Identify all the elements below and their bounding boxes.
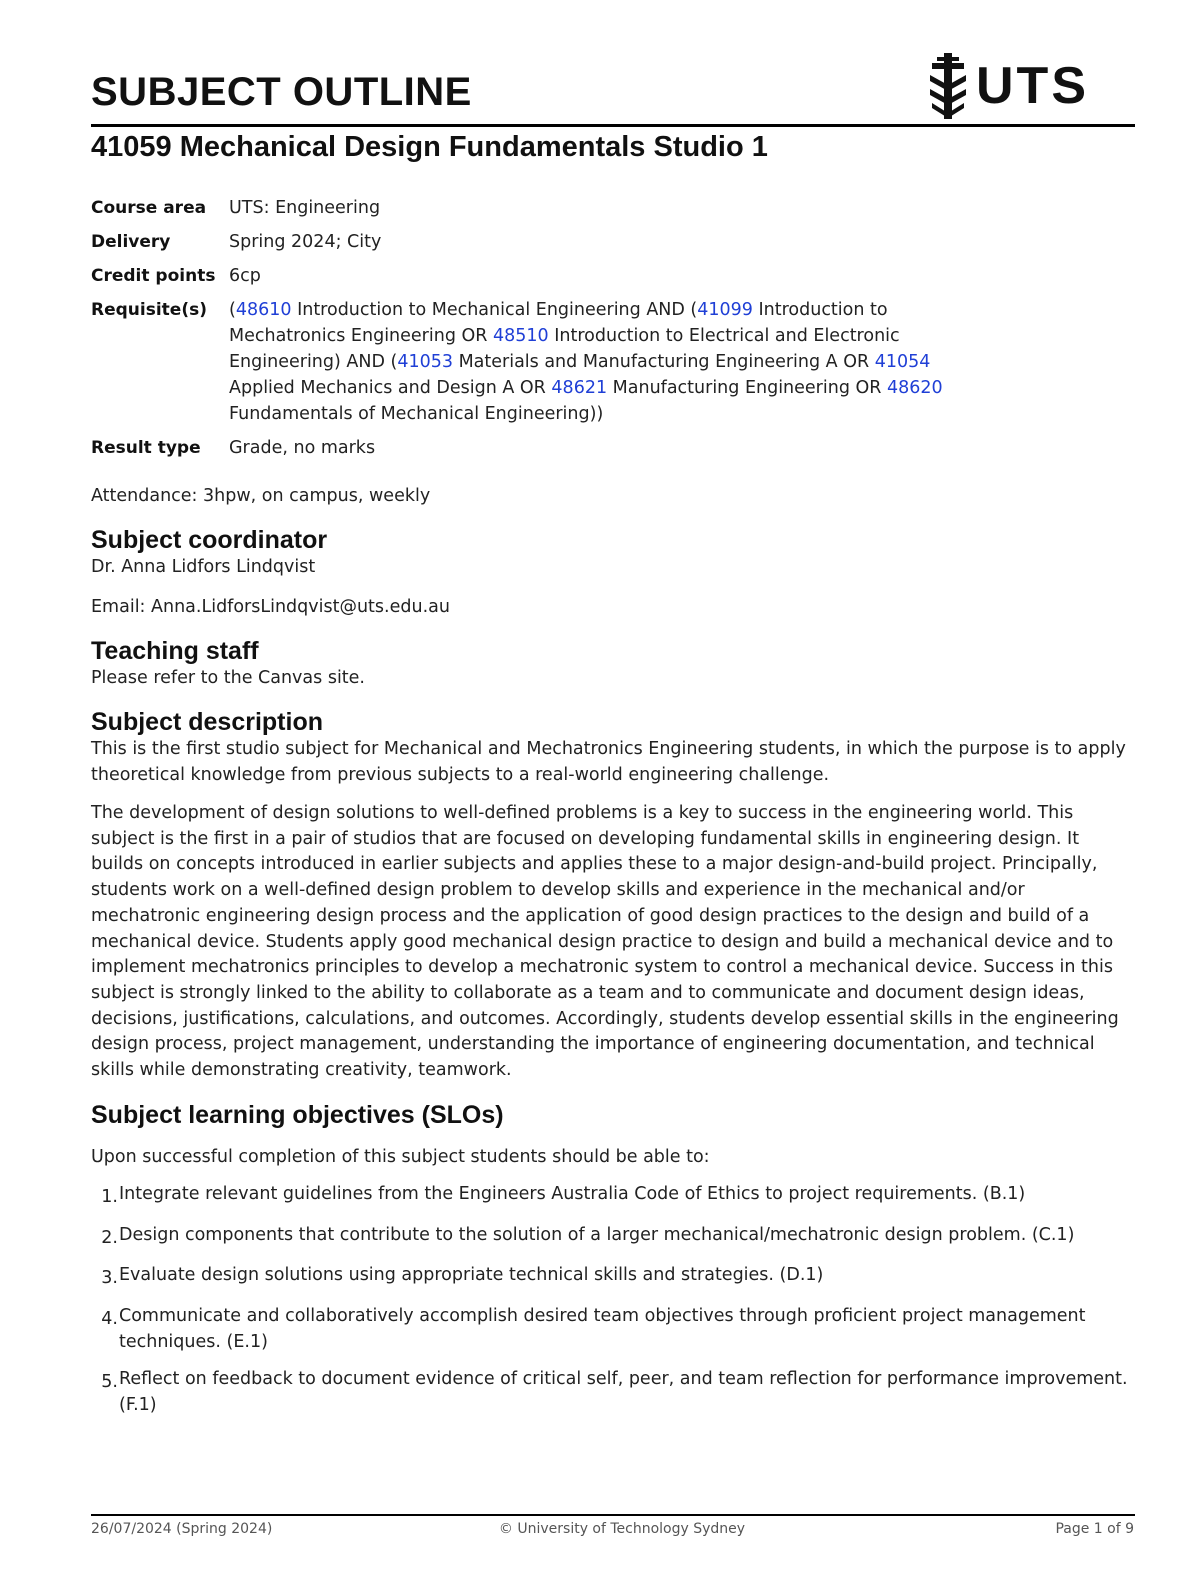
requisite-link-41099[interactable]: 41099 [697, 300, 753, 320]
credit-points-value: 6cp [229, 266, 261, 286]
delivery-row [91, 229, 991, 255]
teaching-staff-text: Please refer to the Canvas site. [91, 668, 365, 688]
requisite-link-48610[interactable]: 48610 [235, 300, 292, 320]
slo-intro: Upon successful completion of this subject students should be able to: [91, 1147, 710, 1167]
requisite-link-48510[interactable]: 48510 [493, 326, 549, 346]
header-divider [91, 124, 1135, 127]
slo-number: 4. [101, 1308, 118, 1329]
footer-divider [91, 1514, 1135, 1516]
requisites-label: Requisite(s) [91, 300, 207, 320]
credit-points-label: Credit points [91, 266, 216, 286]
coordinator-email: Email: Anna.LidforsLindqvist@uts.edu.au [91, 597, 450, 617]
requisites-value [229, 297, 969, 427]
slo-text: Evaluate design solutions using appropriate technical skills and strategies. (D.1) [119, 1265, 824, 1285]
requisite-link-48621[interactable]: 48621 [551, 378, 608, 398]
requisite-text: Introduction to Mechatronics Engineering OR [229, 300, 888, 346]
requisite-link-41054[interactable]: 41054 [874, 352, 931, 372]
subject-coordinator-heading: Subject coordinator [91, 526, 328, 554]
slo-text: Design components that contribute to the solution of a larger mechanical/mechatronic design problem. (C.1) [119, 1224, 1075, 1245]
uts-crest-icon [926, 51, 970, 121]
description-paragraph-1: This is the first studio subject for Mechanical and Mechatronics Engineering students, in which the purpose is to apply theoretical knowledge from previous subjects to a real-world engineering challenge. [91, 739, 1126, 785]
requisites-row [91, 297, 991, 427]
requisite-text: Fundamentals of Mechanical Engineering)) [229, 404, 604, 424]
result-type-label: Result type [91, 438, 201, 458]
footer-date: 26/07/2024 (Spring 2024) [91, 1521, 273, 1537]
result-type-value: Grade, no marks [229, 438, 376, 458]
teaching-staff-heading: Teaching staff [91, 637, 259, 665]
document-title: SUBJECT OUTLINE [91, 70, 472, 114]
slo-number: 1. [101, 1187, 118, 1207]
subject-description-heading: Subject description [91, 708, 323, 736]
slo-text: Integrate relevant guidelines from the Engineers Australia Code of Ethics to project requirements. (B.1) [119, 1184, 1026, 1204]
list-item [91, 1366, 1131, 1418]
coordinator-name: Dr. Anna Lidfors Lindqvist [91, 557, 316, 577]
requisite-text: Introduction to Electrical and Electronic Engineering) AND ( [229, 326, 900, 372]
course-area-row [91, 195, 991, 221]
footer-page-number: Page 1 of 9 [1055, 1521, 1134, 1537]
slo-number: 3. [101, 1268, 118, 1288]
footer-copyright: © University of Technology Sydney [498, 1521, 746, 1537]
subject-details [91, 195, 991, 461]
uts-logo-text: UTS [976, 57, 1089, 115]
slo-list [91, 1181, 1131, 1430]
slo-number: 5. [101, 1372, 118, 1392]
slo-number: 2. [101, 1227, 118, 1248]
delivery-value: Spring 2024; City [229, 232, 382, 252]
description-paragraph-2: The development of design solutions to well-defined problems is a key to success in the engineering world. This subject is the first in a pair of studios that are focused on developing fundamental skills in engineering design. It builds on concepts introduced in earlier subjects and applies these to a major design-and-build project. Principally, students work on a well-defined design problem to develop skills and experience in the mechanical and/or mechatronic engineering design process and the application of good design practices to the design and build of a mechanical device. Students apply good mechanical design practice to design and build a mechanical device and to implement mechatronics principles to develop a mechatronic system to control a mechanical device. Success in this subject is strongly linked to the ability to collaborate as a team and to communicate and document design ideas, decisions, justifications, calculations, and outcomes. Accordingly, students develop essential skills in the engineering design process, project management, understanding the importance of engineering documentation, and technical skills while demonstrating creativity, teamwork. [91, 803, 1119, 1081]
requisite-text: Manufacturing Engineering OR [607, 378, 887, 398]
course-area-label: Course area [91, 198, 207, 218]
list-item [91, 1262, 1131, 1291]
requisite-text: Materials and Manufacturing Engineering A OR [453, 352, 875, 372]
slo-heading: Subject learning objectives (SLOs) [91, 1101, 504, 1129]
delivery-label: Delivery [91, 232, 171, 252]
requisite-link-48620[interactable]: 48620 [887, 378, 943, 398]
list-item [91, 1222, 1131, 1251]
result-type-row [91, 435, 991, 461]
uts-logo [926, 50, 1089, 122]
course-area-value: UTS: Engineering [229, 198, 381, 218]
slo-text: Communicate and collaboratively accomplish desired team objectives through proficient project management techniques. (E.1) [119, 1305, 1086, 1352]
list-item [91, 1181, 1131, 1210]
requisite-text: Applied Mechanics and Design A OR [229, 378, 552, 398]
slo-text: Reflect on feedback to document evidence of critical self, peer, and team reflection for performance improvement. (F.1) [119, 1369, 1128, 1415]
credit-points-row [91, 263, 991, 289]
subject-title: 41059 Mechanical Design Fundamentals Studio 1 [91, 131, 768, 163]
requisite-link-41053[interactable]: 41053 [397, 352, 453, 372]
attendance-text: Attendance: 3hpw, on campus, weekly [91, 486, 431, 506]
requisite-text: ( [229, 300, 236, 320]
list-item [91, 1303, 1131, 1355]
requisite-text: Introduction to Mechanical Engineering AND ( [291, 300, 698, 320]
